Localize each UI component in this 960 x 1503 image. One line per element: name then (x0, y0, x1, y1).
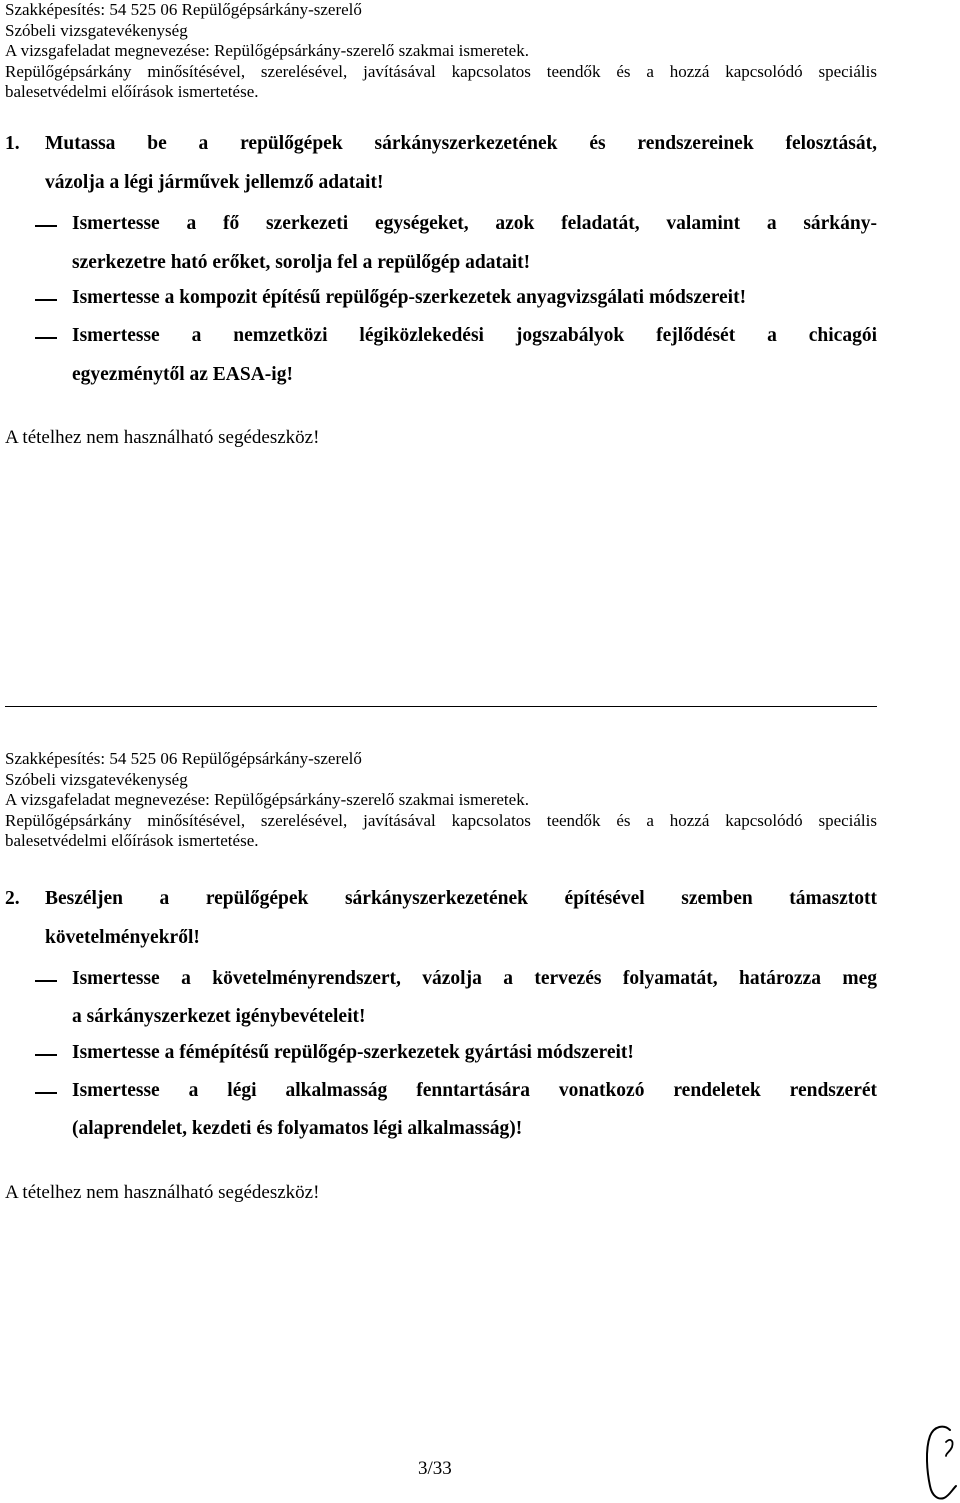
header-task-name: A vizsgafeladat megnevezése: Repülőgépsárkány-szerelő szakmai ismeretek. (5, 790, 529, 809)
dash-bullet (35, 225, 57, 227)
header-task-description: Repülőgépsárkány minősítésével, szerelésével, javításával kapcsolatos teendők és a hozzá kapcsolódó speciális (5, 61, 877, 81)
header-qualification: Szakképesítés: 54 525 06 Repülőgépsárkány-szerelő (5, 749, 362, 768)
subitem-text-line: egyezménytől az EASA-ig! (72, 364, 293, 385)
dash-bullet (35, 1054, 57, 1056)
header-exam-type: Szóbeli vizsgatevékenység (5, 769, 188, 789)
dash-bullet (35, 337, 57, 339)
subitem-text-line: szerkezetre ható erőket, sorolja fel a repülőgép adatait! (72, 252, 531, 273)
question-text-line: Beszéljen a repülőgépek sárkányszerkezetének építésével szemben támasztott (45, 888, 877, 909)
subitem-text-line: Ismertesse a követelményrendszert, vázolja a tervezés folyamatát, határozza meg (72, 968, 877, 989)
section-divider (5, 706, 877, 707)
no-tools-note: A tételhez nem használható segédeszköz! (5, 427, 320, 448)
subitem-text-line: Ismertesse a fémépítésű repülőgép-szerkezetek gyártási módszereit! (72, 1042, 634, 1063)
exam-header-1 (5, 0, 877, 103)
page-number: 3/33 (418, 1458, 452, 1479)
question-text-line: követelményekről! (45, 927, 200, 948)
header-task-description-cont: balesetvédelmi előírások ismertetése. (5, 831, 259, 850)
header-task-description: Repülőgépsárkány minősítésével, szerelésével, javításával kapcsolatos teendők és a hozzá kapcsolódó speciális (5, 810, 877, 830)
header-exam-type: Szóbeli vizsgatevékenység (5, 20, 188, 40)
no-tools-note: A tételhez nem használható segédeszköz! (5, 1182, 320, 1203)
exam-header-2 (5, 749, 877, 852)
subitem-text-line: Ismertesse a kompozit építésű repülőgép-szerkezetek anyagvizsgálati módszereit! (72, 287, 747, 308)
subitem-text-line: a sárkányszerkezet igénybevételeit! (72, 1006, 366, 1027)
dash-bullet (35, 980, 57, 982)
question-text-line: Mutassa be a repülőgépek sárkányszerkezetének és rendszereinek felosztását, (45, 133, 877, 154)
subitem-text-line: Ismertesse a fő szerkezeti egységeket, azok feladatát, valamint a sárkány- (72, 213, 877, 234)
header-task-name: A vizsgafeladat megnevezése: Repülőgépsárkány-szerelő szakmai ismeretek. (5, 41, 529, 60)
question-text-line: vázolja a légi járművek jellemző adatait! (45, 172, 384, 193)
dash-bullet (35, 1092, 57, 1094)
subitem-text-line: Ismertesse a légi alkalmasság fenntartására vonatkozó rendeletek rendszerét (72, 1080, 877, 1101)
dash-bullet (35, 299, 57, 301)
header-task-description-cont: balesetvédelmi előírások ismertetése. (5, 82, 259, 101)
signature-mark (916, 1420, 960, 1503)
subitem-text-line: (alaprendelet, kezdeti és folyamatos légi alkalmasság)! (72, 1118, 523, 1139)
question-number: 2. (5, 888, 20, 909)
question-number: 1. (5, 133, 20, 154)
subitem-text-line: Ismertesse a nemzetközi légiközlekedési jogszabályok fejlődését a chicagói (72, 325, 877, 346)
header-qualification: Szakképesítés: 54 525 06 Repülőgépsárkány-szerelő (5, 0, 362, 19)
